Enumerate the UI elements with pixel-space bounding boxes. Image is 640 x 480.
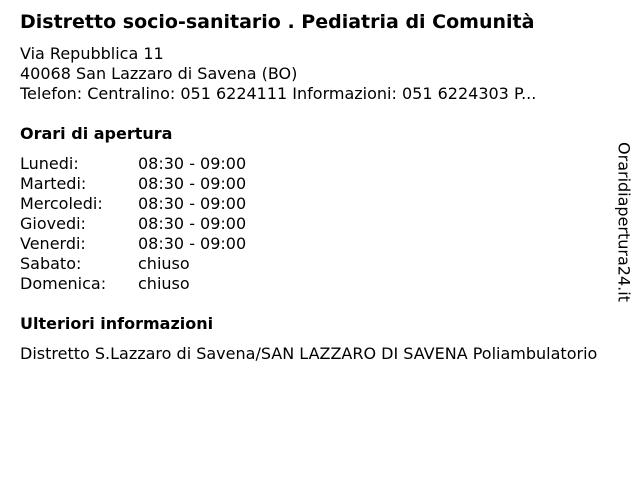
hours-time: 08:30 - 09:00 [138, 194, 247, 213]
hours-time: 08:30 - 09:00 [138, 234, 247, 253]
site-watermark [612, 134, 636, 310]
page-title: Distretto socio-sanitario . Pediatria di Comunità [20, 11, 535, 33]
hours-day: Lunedi: [20, 154, 79, 173]
hours-time: 08:30 - 09:00 [138, 154, 247, 173]
hours-day: Venerdi: [20, 234, 86, 253]
hours-time: 08:30 - 09:00 [138, 214, 247, 233]
address-phone: Telefon: Centralino: 051 6224111 Informazioni: 051 6224303 P... [20, 84, 537, 103]
opening-hours-title: Orari di apertura [20, 124, 173, 143]
watermark-text: Oraridiapertura24.it [614, 142, 634, 302]
hours-day: Giovedi: [20, 214, 86, 233]
hours-day: Domenica: [20, 274, 107, 293]
hours-day: Mercoledi: [20, 194, 103, 213]
address-block [20, 44, 536, 104]
further-info-title: Ulteriori informazioni [20, 314, 214, 333]
hours-day: Sabato: [20, 254, 82, 273]
further-info-text: Distretto S.Lazzaro di Savena/SAN LAZZARO DI SAVENA Poliambulatorio [20, 344, 598, 363]
hours-day: Martedi: [20, 174, 87, 193]
hours-time: 08:30 - 09:00 [138, 174, 247, 193]
hours-time: chiuso [138, 274, 190, 293]
address-city: 40068 San Lazzaro di Savena (BO) [20, 64, 298, 83]
hours-time: chiuso [138, 254, 190, 273]
address-street: Via Repubblica 11 [20, 44, 164, 63]
